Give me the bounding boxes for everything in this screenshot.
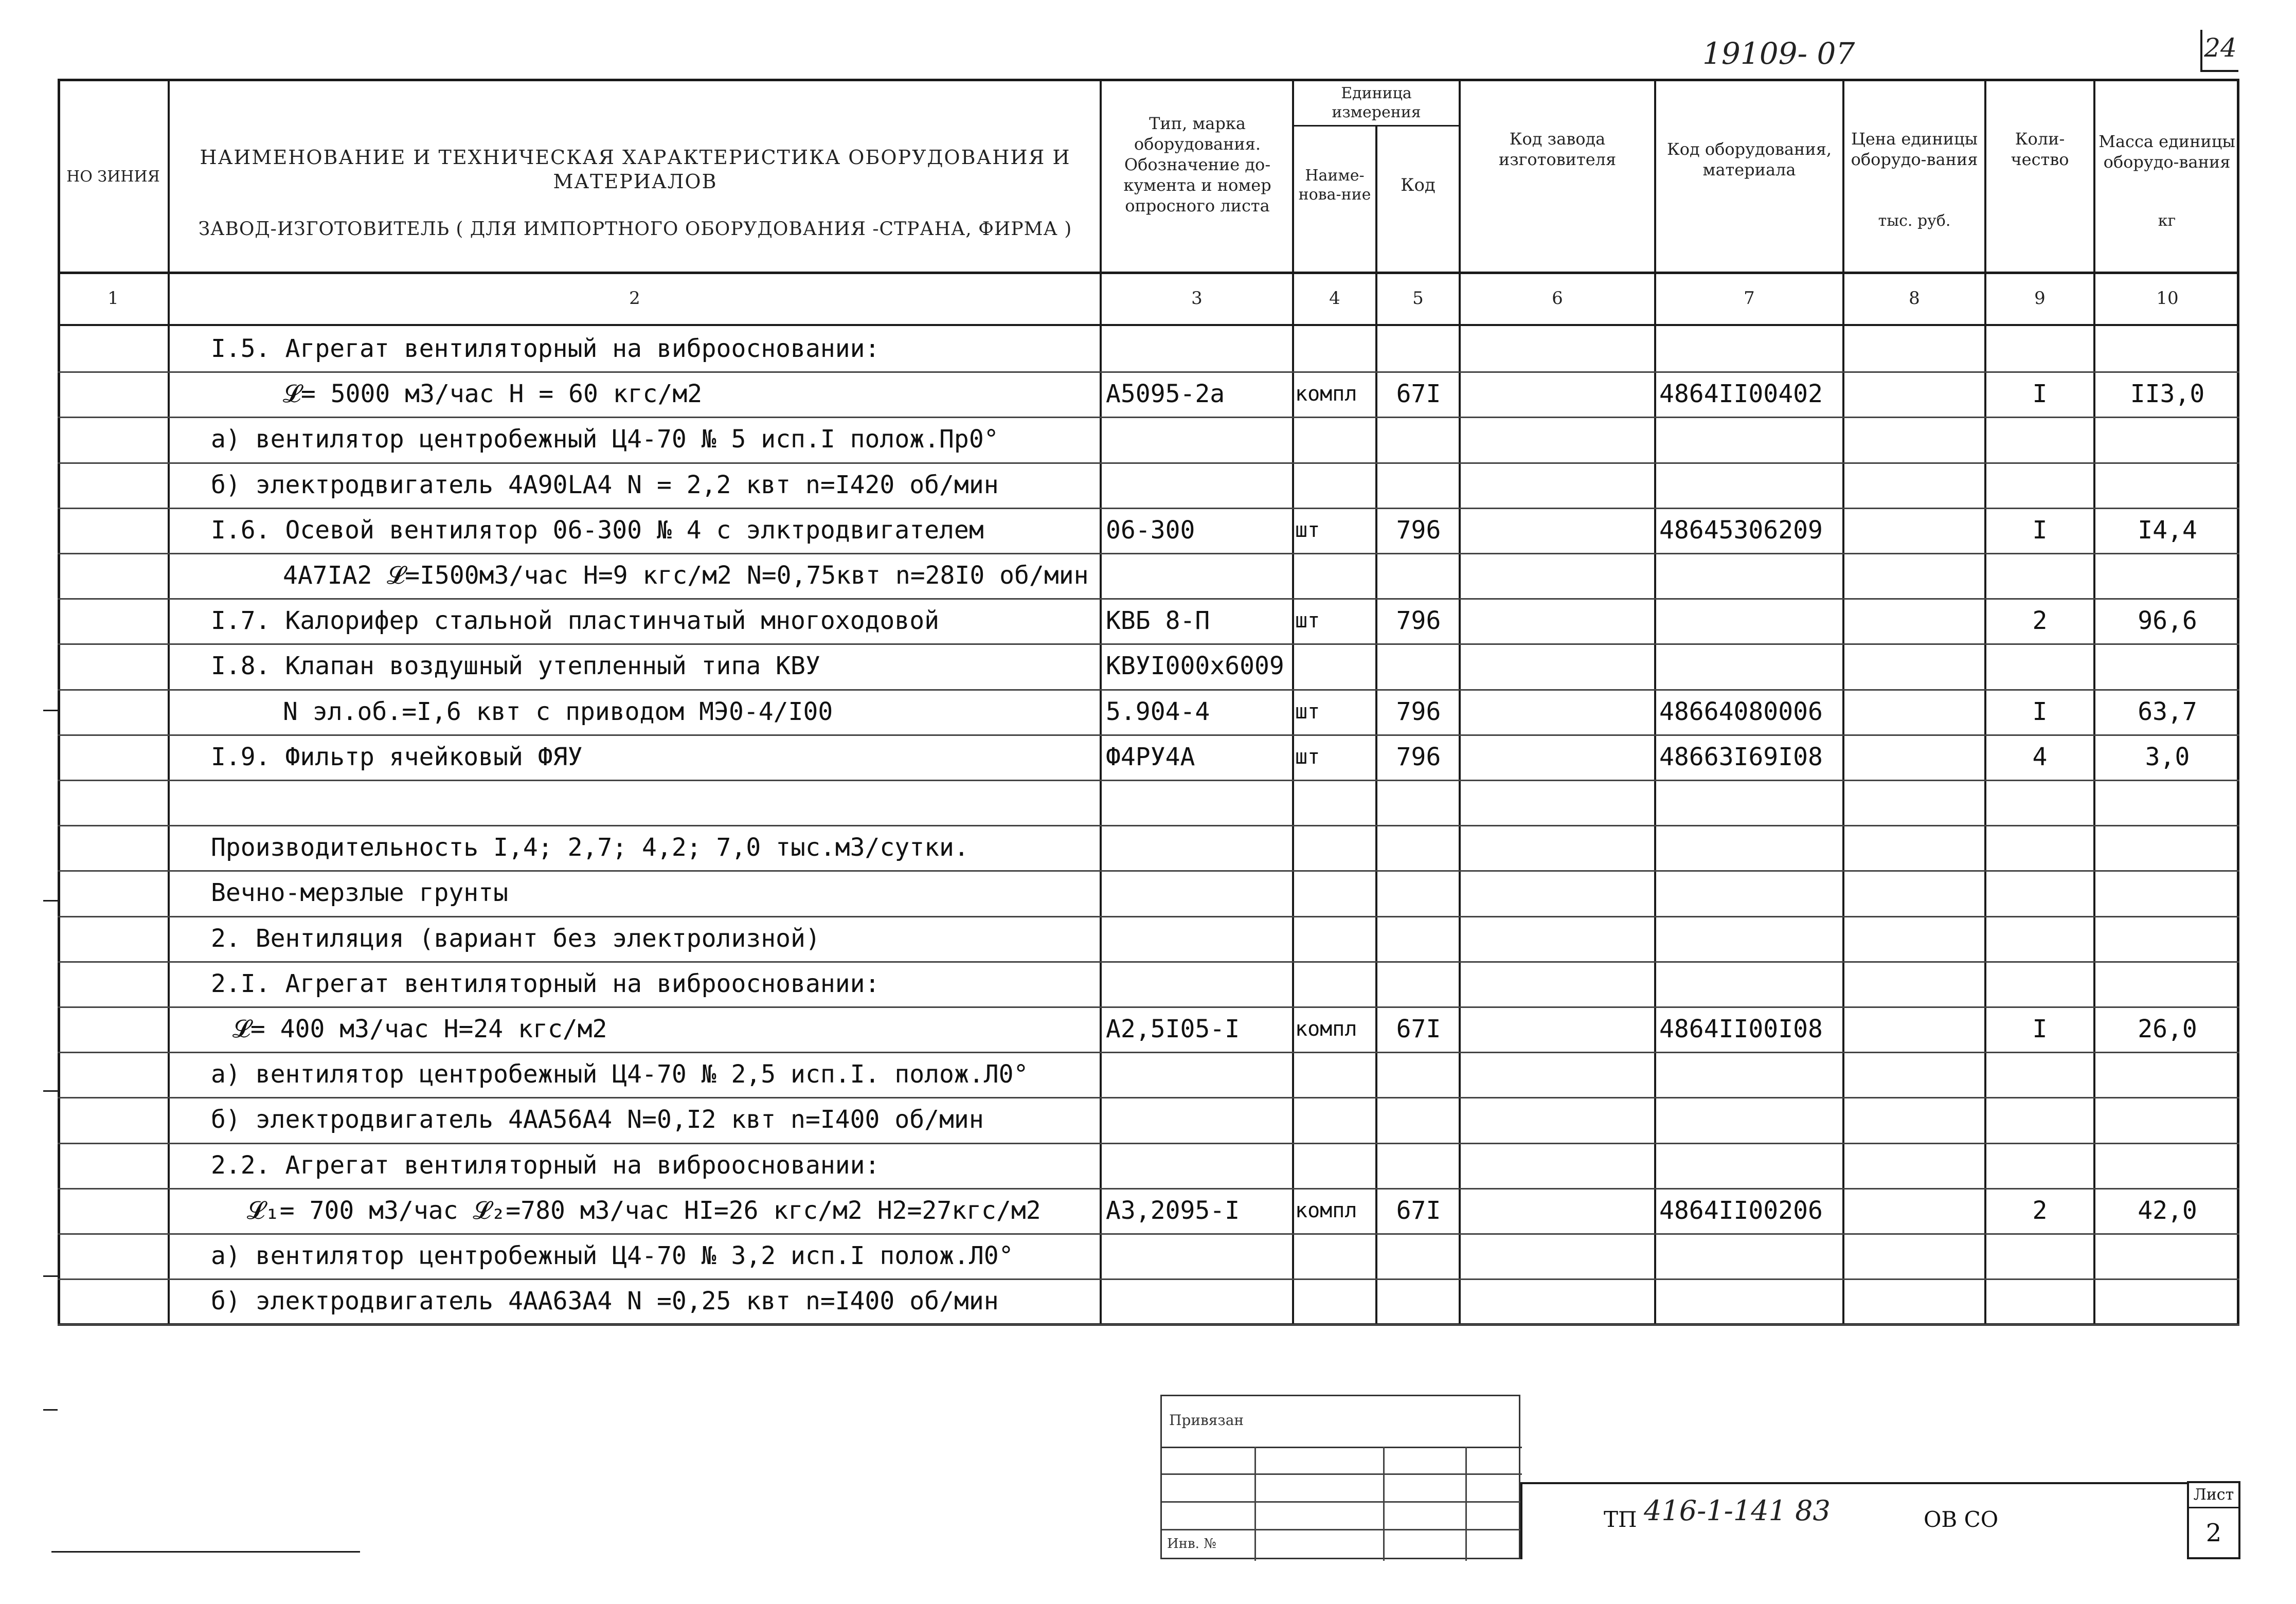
row-type: А2,5I05-I <box>1106 1015 1240 1043</box>
row-code: 796 <box>1396 606 1441 636</box>
row-unit <box>1295 825 1375 870</box>
row-name: I.6. Осевой вентилятор 06-300 № 4 с элктродвигателем <box>211 515 984 545</box>
row-type <box>1106 916 1291 961</box>
row-mass <box>2095 870 2239 915</box>
doc-number-handwritten: 19109- 07 <box>1702 36 1855 71</box>
tp-label: ТП <box>1604 1507 1637 1532</box>
header-mass-unit: кг <box>2158 212 2176 230</box>
row-equip: 4864II00206 <box>1659 1196 1823 1225</box>
row-unit: компл <box>1295 1198 1357 1222</box>
row-name: 2.I. Агрегат вентиляторный на виброосновании: <box>211 969 880 998</box>
sheet-corner-number: 24 <box>2204 33 2237 63</box>
row-mass <box>2095 961 2239 1006</box>
row-mass <box>2095 553 2239 598</box>
row-code: 796 <box>1396 742 1441 771</box>
row-unit: шт <box>1295 745 1320 769</box>
row-qty <box>1986 1052 2093 1097</box>
row-code: 67I <box>1396 1015 1441 1043</box>
stamp-vline-c <box>1465 1447 1467 1561</box>
colnum-1: 1 <box>107 288 119 309</box>
row-equip <box>1659 870 1842 915</box>
col-line-1 <box>168 79 170 1326</box>
row-mass <box>2095 1278 2239 1324</box>
row-name: 𝓛= 5000 м3/час Н = 60 кгс/м2 <box>283 380 703 409</box>
row-unit <box>1295 780 1375 825</box>
row-type <box>1106 1278 1291 1324</box>
row-name: 2.2. Агрегат вентиляторный на виброосновании: <box>211 1150 880 1180</box>
row-code: 796 <box>1396 697 1441 726</box>
row-qty <box>1986 643 2093 689</box>
row-qty <box>1986 553 2093 598</box>
row-unit <box>1295 326 1375 371</box>
row-qty <box>1986 780 2093 825</box>
corner-box <box>2200 30 2238 72</box>
row-unit: шт <box>1295 609 1320 633</box>
row-equip <box>1659 1143 1842 1188</box>
row-qty <box>1986 1233 2093 1278</box>
row-mass <box>2095 1233 2239 1278</box>
row-mass: I4,4 <box>2138 515 2197 545</box>
header-name: НАИМЕНОВАНИЕ И ТЕХНИЧЕСКАЯ ХАРАКТЕРИСТИКА ОБОРУДОВАНИЯ И МАТЕРИАЛОВ <box>200 146 1071 193</box>
list-box <box>2187 1481 2240 1559</box>
row-type <box>1106 780 1291 825</box>
row-mass <box>2095 462 2239 508</box>
row-type <box>1106 326 1291 371</box>
col-line-6 <box>1654 79 1656 1326</box>
row-code <box>1378 961 1459 1006</box>
stamp-vline-a <box>1254 1447 1256 1561</box>
row-mass: 63,7 <box>2138 697 2197 726</box>
stamp-line-c <box>1162 1529 1522 1530</box>
col-line-3 <box>1292 79 1294 1326</box>
row-equip: 48663I69I08 <box>1659 742 1823 771</box>
row-equip <box>1659 1052 1842 1097</box>
row-type <box>1106 1052 1291 1097</box>
row-name: N эл.об.=I,6 квт с приводом МЭ0-4/I00 <box>283 697 833 726</box>
col-line-7 <box>1842 79 1844 1326</box>
colnum-9: 9 <box>2034 288 2046 309</box>
row-line <box>58 1324 2239 1325</box>
row-code: 67I <box>1396 1196 1441 1225</box>
row-mass: 42,0 <box>2138 1196 2197 1225</box>
header-type: Тип, марка оборудования. Обозначение до-кумента и номер опросного листа <box>1123 114 1271 215</box>
row-unit: шт <box>1295 699 1320 724</box>
row-qty <box>1986 870 2093 915</box>
row-qty <box>1986 1143 2093 1188</box>
row-name: Производительность I,4; 2,7; 4,2; 7,0 тыс.м3/сутки. <box>211 833 969 862</box>
row-name: 4А7IА2 𝓛=I500м3/час Н=9 кгс/м2 N=0,75квт n=28I0 об/мин <box>283 561 1089 590</box>
row-type: Ф4РУ4А <box>1106 742 1195 771</box>
row-equip: 4864II00402 <box>1659 380 1823 409</box>
row-qty: 2 <box>2032 606 2048 636</box>
colnum-5: 5 <box>1412 288 1424 309</box>
row-unit <box>1295 1097 1375 1142</box>
row-name: б) электродвигатель 4А90LА4 N = 2,2 квт n=I420 об/мин <box>211 470 999 499</box>
row-equip <box>1659 643 1842 689</box>
row-type: КВУI000x6009 <box>1106 652 1284 681</box>
col-line-2 <box>1100 79 1102 1326</box>
header-unit-code: Код <box>1401 174 1436 195</box>
row-type <box>1106 870 1291 915</box>
row-unit <box>1295 916 1375 961</box>
row-unit: шт <box>1295 518 1320 542</box>
row-type: 06-300 <box>1106 515 1195 545</box>
margin-tick <box>43 1409 58 1411</box>
row-name: а) вентилятор центробежный Ц4-70 № 2,5 исп.I. полож.Л0° <box>211 1060 1029 1089</box>
row-mass: II3,0 <box>2130 380 2205 409</box>
row-code <box>1378 462 1459 508</box>
row-name: б) электродвигатель 4АА56А4 N=0,I2 квт n=I400 об/мин <box>211 1105 984 1134</box>
row-unit <box>1295 1278 1375 1324</box>
row-equip: 4864II00I08 <box>1659 1015 1823 1043</box>
row-unit <box>1295 1143 1375 1188</box>
row-mass <box>2095 825 2239 870</box>
row-equip: 48645306209 <box>1659 515 1823 545</box>
row-qty <box>1986 961 2093 1006</box>
row-name: 𝓛₁= 700 м3/час 𝓛₂=780 м3/час НI=26 кгс/м2 Н2=27кгс/м2 <box>247 1196 1041 1225</box>
unit-group-line <box>1292 125 1461 127</box>
row-equip: 48664080006 <box>1659 697 1823 726</box>
row-code <box>1378 825 1459 870</box>
row-type <box>1106 417 1291 462</box>
list-label: Лист <box>2189 1483 2238 1508</box>
row-unit <box>1295 961 1375 1006</box>
row-name: а) вентилятор центробежный Ц4-70 № 3,2 исп.I полож.Л0° <box>211 1241 1014 1270</box>
row-mass <box>2095 780 2239 825</box>
row-unit <box>1295 553 1375 598</box>
title-block-left-line <box>1520 1482 1522 1559</box>
header-qty: Коли-чество <box>2011 129 2069 169</box>
header-price: Цена единицы оборудо-вания <box>1851 129 1978 169</box>
row-mass: 96,6 <box>2138 606 2197 636</box>
row-equip <box>1659 598 1842 643</box>
colnum-2: 2 <box>629 288 640 309</box>
row-mass: 26,0 <box>2138 1015 2197 1043</box>
row-unit <box>1295 417 1375 462</box>
privyazan-label: Привязан <box>1169 1412 1244 1429</box>
row-code <box>1378 553 1459 598</box>
row-qty <box>1986 825 2093 870</box>
row-unit <box>1295 643 1375 689</box>
row-code <box>1378 870 1459 915</box>
row-code: 796 <box>1396 515 1441 545</box>
row-equip <box>1659 326 1842 371</box>
colnum-8: 8 <box>1909 288 1920 309</box>
row-qty: 2 <box>2032 1196 2048 1225</box>
row-equip <box>1659 916 1842 961</box>
row-type <box>1106 462 1291 508</box>
row-equip <box>1659 553 1842 598</box>
row-type: А5095-2а <box>1106 380 1225 409</box>
row-equip <box>1659 961 1842 1006</box>
row-equip <box>1659 1278 1842 1324</box>
row-code <box>1378 326 1459 371</box>
row-code <box>1378 1097 1459 1142</box>
row-type: А3,2095-I <box>1106 1196 1240 1225</box>
row-mass: 3,0 <box>2145 742 2190 771</box>
row-code <box>1378 780 1459 825</box>
row-mass <box>2095 643 2239 689</box>
privyazan-header <box>1162 1396 1522 1448</box>
row-code <box>1378 916 1459 961</box>
title-block-top-line <box>1520 1482 2189 1484</box>
row-code <box>1378 417 1459 462</box>
row-type: 5.904-4 <box>1106 697 1210 726</box>
row-name: Вечно-мерзлые грунты <box>211 878 508 908</box>
row-equip <box>1659 780 1842 825</box>
margin-tick <box>43 1275 58 1277</box>
row-type <box>1106 1143 1291 1188</box>
row-name: I.9. Фильтр ячейковый ФЯУ <box>211 742 583 771</box>
inv-label: Инв. № <box>1167 1536 1216 1552</box>
margin-tick <box>43 1090 58 1092</box>
header-unit-name: Наиме-нова-ние <box>1298 166 1371 204</box>
colnum-6: 6 <box>1552 288 1563 309</box>
row-equip <box>1659 1233 1842 1278</box>
row-qty: I <box>2032 697 2048 726</box>
row-qty <box>1986 462 2093 508</box>
header-price-unit: тыс. руб. <box>1878 212 1951 230</box>
row-qty <box>1986 417 2093 462</box>
row-qty: I <box>2032 380 2048 409</box>
row-equip <box>1659 462 1842 508</box>
row-qty: 4 <box>2032 742 2048 771</box>
row-name: I.8. Клапан воздушный утепленный типа КВУ <box>211 652 820 681</box>
bottom-edge-line <box>51 1551 360 1553</box>
row-equip <box>1659 825 1842 870</box>
row-name: а) вентилятор центробежный Ц4-70 № 5 исп.I полож.Пр0° <box>211 425 999 454</box>
row-type <box>1106 553 1291 598</box>
row-unit <box>1295 462 1375 508</box>
row-code: 67I <box>1396 380 1441 409</box>
row-equip <box>1659 1097 1842 1142</box>
header-equip-code: Код оборудования, материала <box>1666 139 1832 179</box>
project-code-handwritten: 416-1-141 83 <box>1644 1494 1831 1527</box>
row-unit <box>1295 1233 1375 1278</box>
row-name: I.7. Калорифер стальной пластинчатый многоходовой <box>211 606 940 636</box>
header-name2: ЗАВОД-ИЗГОТОВИТЕЛЬ ( ДЛЯ ИМПОРТНОГО ОБОРУДОВАНИЯ -СТРАНА, ФИРМА ) <box>198 218 1072 240</box>
row-mass <box>2095 1052 2239 1097</box>
header-maker-code: Код завода изготовителя <box>1498 129 1617 169</box>
row-name: 2. Вентиляция (вариант без электролизной) <box>211 924 820 953</box>
row-unit <box>1295 1052 1375 1097</box>
row-mass <box>2095 1143 2239 1188</box>
row-unit: компл <box>1295 382 1357 406</box>
row-type <box>1106 1097 1291 1142</box>
row-type <box>1106 825 1291 870</box>
row-type <box>1106 1233 1291 1278</box>
row-unit <box>1295 870 1375 915</box>
colnum-10: 10 <box>2156 288 2179 309</box>
row-mass <box>2095 417 2239 462</box>
margin-tick <box>43 900 58 902</box>
row-qty: I <box>2032 1015 2048 1043</box>
row-unit: компл <box>1295 1017 1357 1041</box>
mark-label: ОВ СО <box>1924 1507 1999 1532</box>
row-code <box>1378 1278 1459 1324</box>
col-line-5 <box>1459 79 1461 1326</box>
row-code <box>1378 1052 1459 1097</box>
row-code <box>1378 1143 1459 1188</box>
row-qty <box>1986 326 2093 371</box>
row-name: б) электродвигатель 4АА63А4 N =0,25 квт n=I400 об/мин <box>211 1287 999 1316</box>
privyazan-box <box>1160 1395 1520 1559</box>
colnum-3: 3 <box>1191 288 1203 309</box>
row-mass <box>2095 1097 2239 1142</box>
row-type: КВБ 8-П <box>1106 606 1210 636</box>
row-code <box>1378 643 1459 689</box>
stamp-vline-b <box>1383 1447 1385 1561</box>
colnum-7: 7 <box>1744 288 1755 309</box>
header-pos: НО ЗИНИЯ <box>66 168 160 186</box>
list-number: 2 <box>2205 1519 2222 1547</box>
stamp-line-b <box>1162 1501 1522 1503</box>
colnum-4: 4 <box>1329 288 1340 309</box>
row-equip <box>1659 417 1842 462</box>
row-code <box>1378 1233 1459 1278</box>
margin-tick <box>43 710 58 711</box>
row-mass <box>2095 326 2239 371</box>
row-qty: I <box>2032 515 2048 545</box>
header-mass: Масса единицы оборудо-вания <box>2098 132 2235 172</box>
row-type <box>1106 961 1291 1006</box>
row-qty <box>1986 916 2093 961</box>
row-mass <box>2095 916 2239 961</box>
stamp-line-a <box>1162 1473 1522 1475</box>
row-name: I.5. Агрегат вентиляторный на виброосновании: <box>211 334 880 363</box>
row-qty <box>1986 1097 2093 1142</box>
row-name: 𝓛= 400 м3/час Н=24 кгс/м2 <box>232 1015 607 1043</box>
row-qty <box>1986 1278 2093 1324</box>
header-unit-group: Единица измерения <box>1332 84 1421 121</box>
